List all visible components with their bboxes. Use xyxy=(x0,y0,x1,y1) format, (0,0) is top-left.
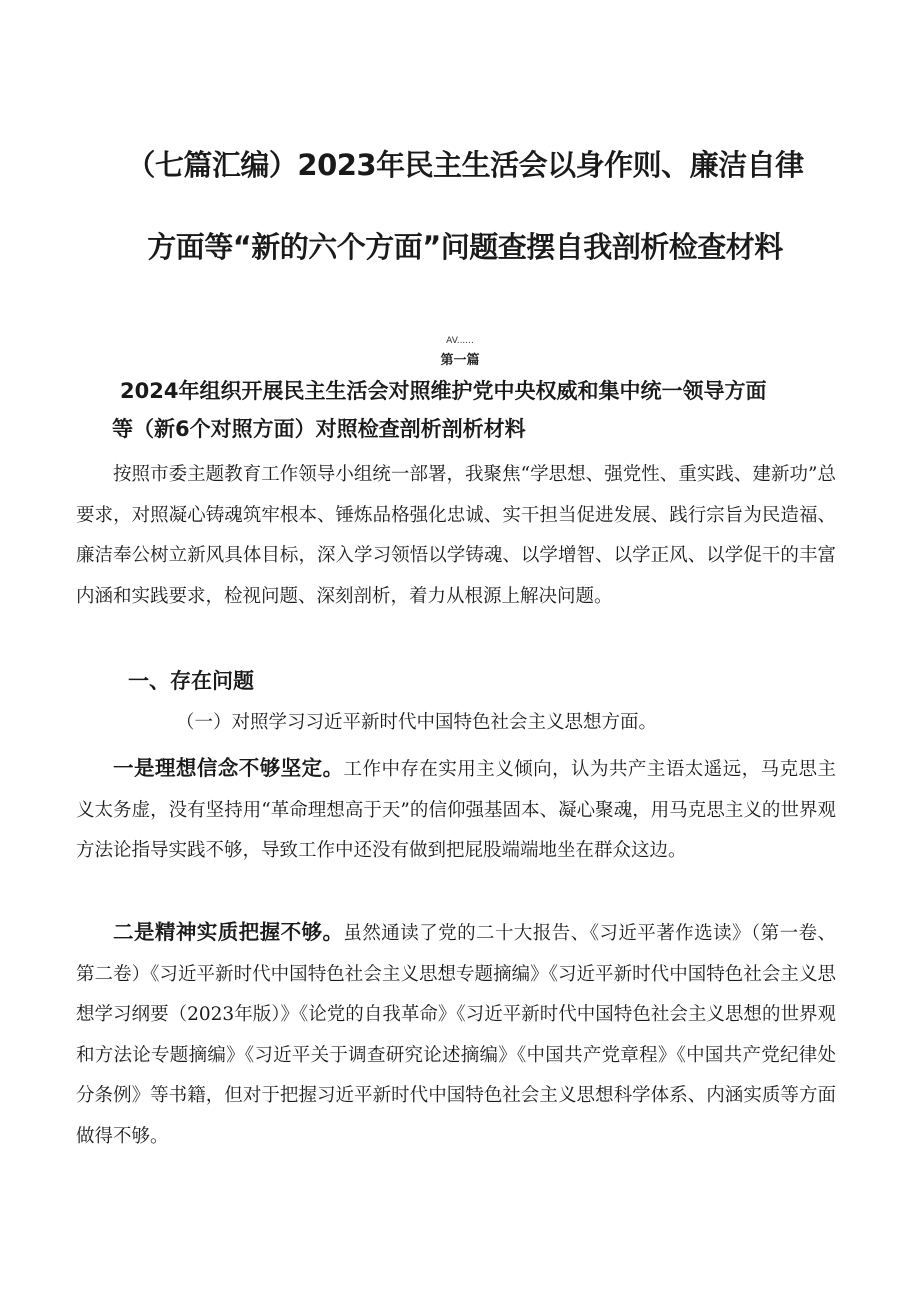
document-title-line-1: （七篇汇编）2023年民主生活会以身作则、廉洁自律 xyxy=(126,148,804,182)
point-1-text: 工作中存在实用主义倾向，认为共产主语太遥远，马克思主义太务虚，没有坚持用“革命理想高于天”的信仰强基固本、凝心聚魂，用马克思主义的世界观方法论指导实践不够，导致工作中还没有做到把屁股端端地坐在群众这边。 xyxy=(76,759,836,861)
intro-paragraph: 按照市委主题教育工作领导小组统一部署，我聚焦“学思想、强党性、重实践、建新功”总要求，对照凝心铸魂筑牢根本、锤炼品格强化忠诚、实干担当促进发展、践行宗旨为民造福、廉洁奉公树立新风具体目标，深入学习领悟以学铸魂、以学增智、以学正风、以学促干的丰富内涵和实践要求，检视问题、深刻剖析，着力从根源上解决问题。 xyxy=(76,464,836,607)
article-heading-line-1: 2024年组织开展民主生活会对照维护党中央权威和集中统一领导方面 xyxy=(120,379,767,403)
section-heading: 一、存在问题 xyxy=(128,669,254,693)
subsection-heading: （一）对照学习习近平新时代中国特色社会主义思想方面。 xyxy=(176,712,658,733)
article-heading-line-2: 等（新6个对照方面）对照检查剖析剖析材料 xyxy=(112,417,526,441)
document-title-line-2: 方面等“新的六个方面”问题查摆自我剖析检查材料 xyxy=(147,230,783,264)
point-paragraph-2 xyxy=(76,912,836,1157)
part-label: 第一篇 xyxy=(440,353,480,368)
point-2-lead: 二是精神实质把握不够。 xyxy=(113,920,344,944)
point-2-text: 虽然通读了党的二十大报告、《习近平著作选读》（第一卷、第二卷）《习近平新时代中国特色社会主义思想专题摘编》《习近平新时代中国特色社会主义思想学习纲要（2023年版）》《论党的自我革命》《习近平新时代中国特色社会主义思想的世界观和方法论专题摘编》《习近平关于调查研究论述摘编》《中国共产党章程》《中国共产党纪律处分条例》等书籍，但对于把握习近平新时代中国特色社会主义思想科学体系、内涵实质等方面做得不够。 xyxy=(76,923,836,1147)
point-1-lead: 一是理想信念不够坚定。 xyxy=(113,756,344,780)
article-heading xyxy=(112,372,872,448)
small-mark: AV...... xyxy=(446,336,474,346)
point-paragraph-1 xyxy=(76,748,836,872)
